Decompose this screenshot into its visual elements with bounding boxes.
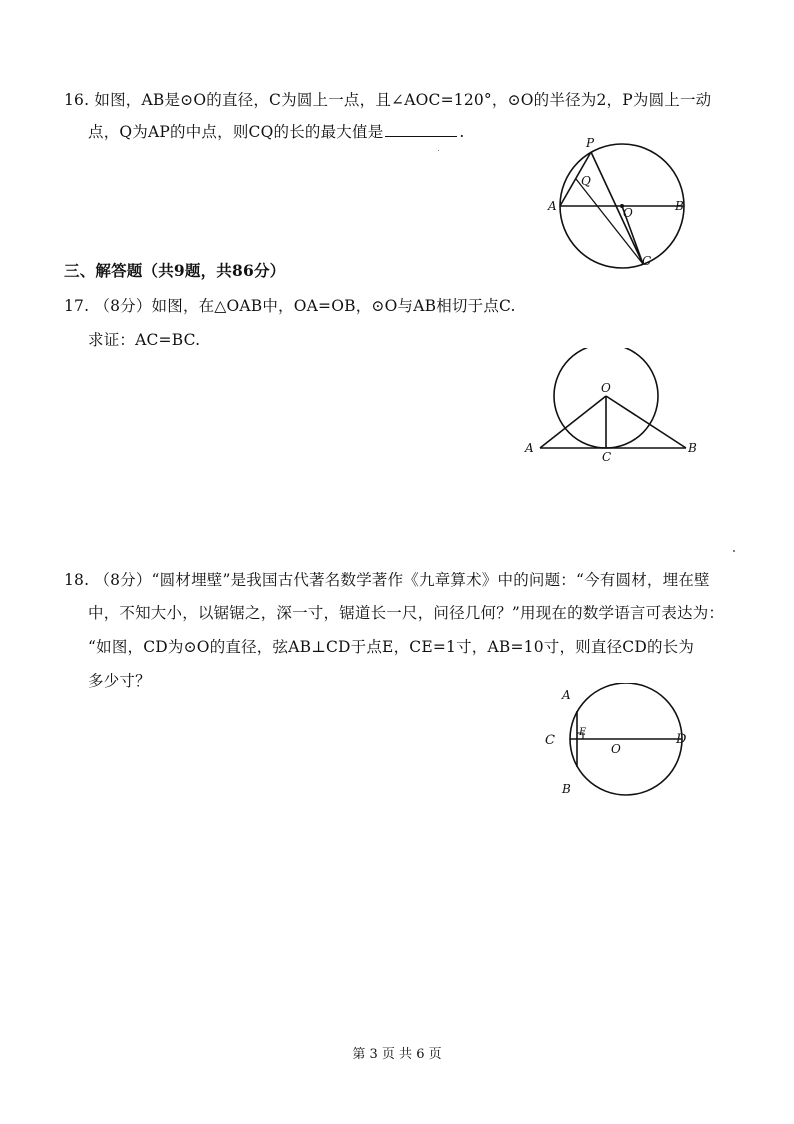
section-title: 三、解答题（共9题，共86分） (64, 261, 286, 280)
scan-speck (438, 150, 439, 151)
problem-17-line-1: 17. （8分）如图，在△OAB中，OA=OB，⊙O与AB相切于点C. (64, 297, 516, 315)
figure-17-label-b: B (688, 441, 697, 455)
scan-speck (733, 550, 735, 552)
page-footer: 第 3 页 共 6 页 (352, 1047, 442, 1062)
answer-blank[interactable] (385, 122, 457, 137)
problem-16-line-end: . (459, 123, 465, 141)
problem-18-line-2: 中，不知大小，以锯锯之，深一寸，锯道长一尺，问径几何？”用现在的数学语言可表达为： (88, 604, 725, 622)
figure-16-label-c: C (642, 254, 652, 268)
figure-18-label-d: D (676, 732, 687, 747)
figure-18-label-o: O (611, 742, 621, 756)
problem-16-line-2 (88, 122, 465, 142)
problem-17-line-2: 求证：AC=BC. (88, 331, 201, 349)
figure-16-label-a: A (548, 199, 557, 213)
figure-16-label-o: O (623, 206, 633, 220)
problem-18-line-3: “如图，CD为⊙O的直径，弦AB⊥CD于点E，CE=1寸，AB=10寸，则直径CD的长为 (88, 638, 695, 656)
figure-16-label-b: B (675, 199, 684, 213)
figure-17 (520, 348, 700, 463)
problem-16-line-1: 16. 如图，AB是⊙O的直径，C为圆上一点，且∠AOC=120°，⊙O的半径为2，P为圆上一动 (64, 91, 712, 109)
figure-17-label-c: C (602, 450, 612, 463)
figure-17-segment-oa (540, 396, 606, 448)
figure-18-label-a: A (562, 688, 571, 702)
figure-17-label-o: O (601, 381, 611, 395)
figure-18-label-b: B (562, 782, 571, 796)
figure-17-segment-ob (606, 396, 686, 448)
figure-16-label-q: Q (581, 174, 591, 188)
problem-18-line-1: 18. （8分）“圆材埋壁”是我国古代著名数学著作《九章算术》中的问题：“今有圆材，埋在壁 (64, 571, 710, 589)
problem-16-line-2-text: 点，Q为AP的中点，则CQ的长的最大值是 (88, 123, 384, 141)
figure-17-label-a: A (525, 441, 534, 455)
figure-18 (540, 683, 700, 801)
problem-18-line-4: 多少寸？ (88, 672, 151, 690)
figure-16 (545, 130, 695, 270)
figure-18-label-e: E (579, 727, 587, 738)
figure-18-label-c: C (545, 733, 555, 748)
figure-16-label-p: P (586, 136, 595, 150)
